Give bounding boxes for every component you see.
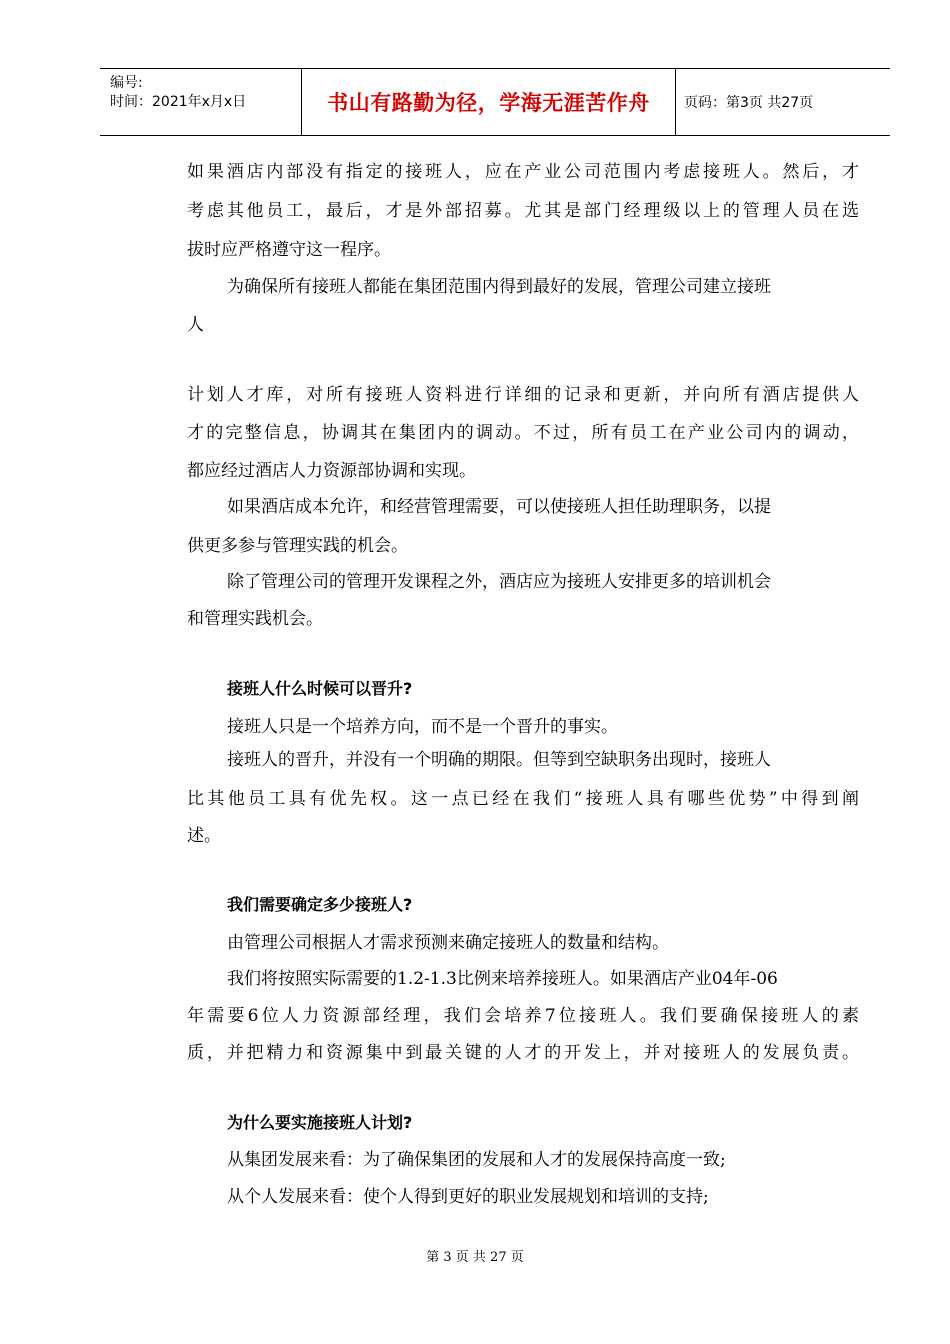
text-line: 我们将按照实际需要的1.2-1.3比例来培养接班人。如果酒店产业04年-06 [227, 969, 778, 989]
text-line: 比其他员工具有优先权。这一点已经在我们“接班人具有哪些优势”中得到阐 [187, 789, 859, 809]
header-meta [100, 69, 302, 135]
text-line: 接班人只是一个培养方向，而不是一个晋升的事实。 [227, 717, 618, 737]
header-page-info: 页码：第3页 共27页 [684, 95, 814, 111]
time-label: 时间：2021年x月x日 [110, 94, 247, 110]
header-motto-cell [302, 69, 676, 135]
section-heading: 接班人什么时候可以晋升? [227, 679, 413, 698]
text-line: 计划人才库，对所有接班人资料进行详细的记录和更新，并向所有酒店提供人 [187, 385, 859, 405]
text-line: 由管理公司根据人才需求预测来确定接班人的数量和结构。 [227, 933, 669, 953]
section-heading: 为什么要实施接班人计划? [227, 1113, 413, 1132]
text-line: 才的完整信息，协调其在集团内的调动。不过，所有员工在产业公司内的调动， [187, 423, 859, 443]
text-line: 人 [187, 315, 204, 335]
text-line: 除了管理公司的管理开发课程之外，酒店应为接班人安排更多的培训机会 [227, 572, 771, 592]
text-line: 如果酒店内部没有指定的接班人，应在产业公司范围内考虑接班人。然后，才 [187, 162, 859, 182]
text-line: 为确保所有接班人都能在集团范围内得到最好的发展，管理公司建立接班 [227, 277, 771, 297]
text-line: 年需要6位人力资源部经理，我们会培养7位接班人。我们要确保接班人的素 [187, 1006, 859, 1026]
text-line: 拔时应严格遵守这一程序。 [187, 240, 391, 260]
text-line: 和管理实践机会。 [187, 609, 323, 629]
text-line: 述。 [187, 826, 221, 846]
text-line: 从个人发展来看：使个人得到更好的职业发展规划和培训的支持; [227, 1187, 709, 1207]
text-line: 从集团发展来看：为了确保集团的发展和人才的发展保持高度一致; [227, 1150, 726, 1170]
page-header [100, 68, 890, 136]
text-line: 供更多参与管理实践的机会。 [187, 536, 408, 556]
text-line: 接班人的晋升，并没有一个明确的期限。但等到空缺职务出现时，接班人 [227, 750, 771, 770]
text-line: 都应经过酒店人力资源部协调和实现。 [187, 461, 476, 481]
text-line: 如果酒店成本允许，和经营管理需要，可以使接班人担任助理职务，以提 [227, 497, 771, 517]
text-line: 质，并把精力和资源集中到最关键的人才的开发上，并对接班人的发展负责。 [187, 1043, 859, 1063]
section-heading: 我们需要确定多少接班人? [227, 895, 413, 914]
header-motto: 书山有路勤为径，学海无涯苦作舟 [327, 91, 650, 115]
text-line: 考虑其他员工，最后，才是外部招募。尤其是部门经理级以上的管理人员在选 [187, 201, 859, 221]
serial-label: 编号: [110, 75, 143, 91]
page-footer: 第 3 页 共 27 页 [426, 1250, 524, 1265]
